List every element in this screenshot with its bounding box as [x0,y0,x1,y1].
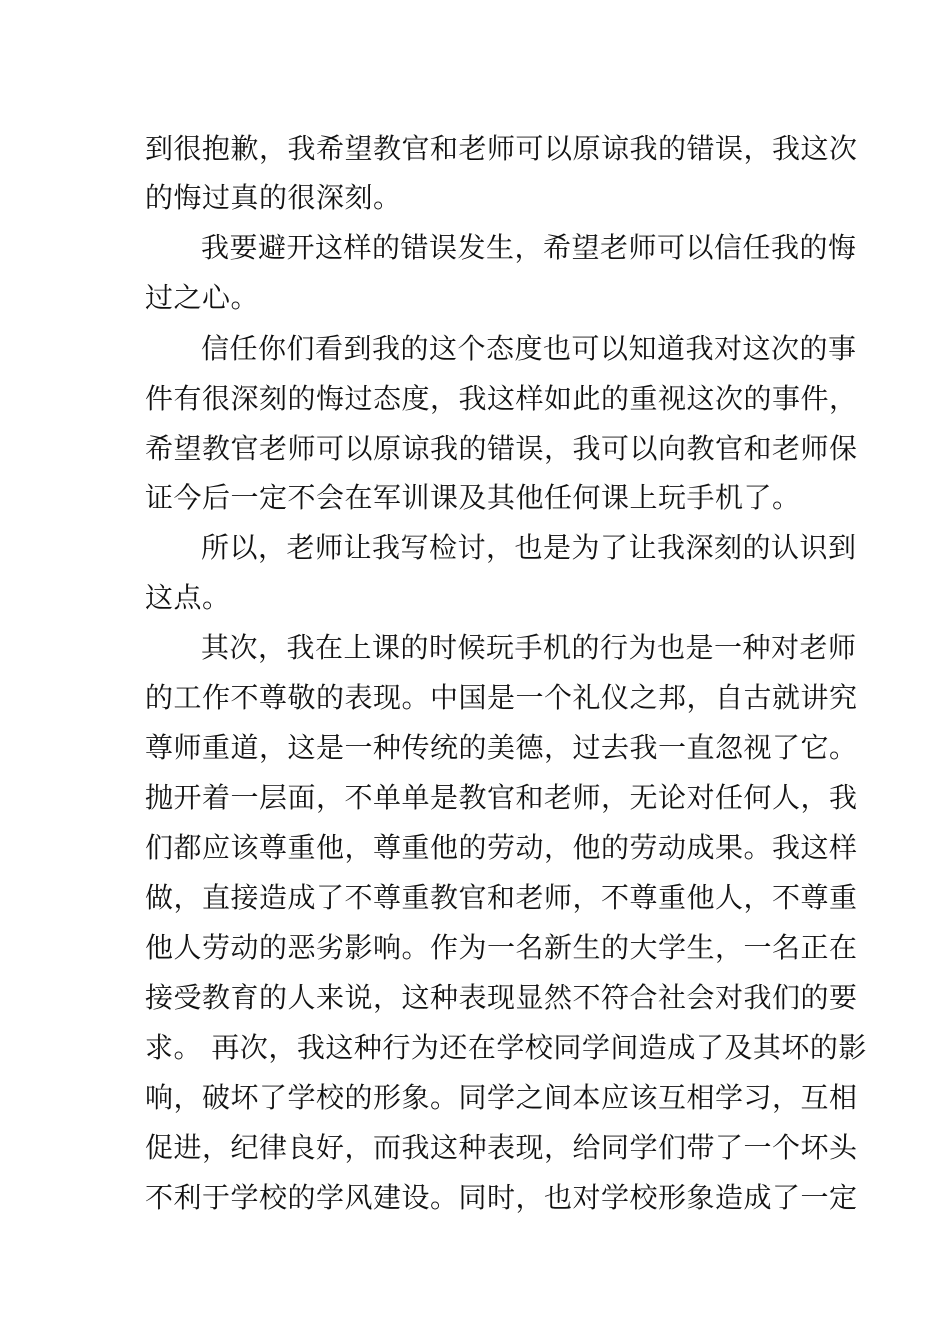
text-line-19: 求。 再次，我这种行为还在学校同学间造成了及其坏的影 [145,1031,867,1064]
text-line-1: 到很抱歉，我希望教官和老师可以原谅我的错误，我这次 [145,132,858,165]
text-line-12: 的工作不尊敬的表现。中国是一个礼仪之邦，自古就讲究 [145,681,858,714]
text-line-20: 响，破坏了学校的形象。同学之间本应该互相学习，互相 [145,1081,858,1114]
text-line-15: 们都应该尊重他，尊重他的劳动，他的劳动成果。我这样 [145,831,858,864]
text-line-10: 这点。 [145,581,231,614]
text-line-17: 他人劳动的恶劣影响。作为一名新生的大学生，一名正在 [145,931,858,964]
text-line-8: 证今后一定不会在军训课及其他任何课上玩手机了。 [145,481,801,514]
text-line-18: 接受教育的人来说，这种表现显然不符合社会对我们的要 [145,981,858,1014]
text-line-22: 不利于学校的学风建设。同时，也对学校形象造成了一定 [145,1181,858,1214]
text-line-21: 促进，纪律良好，而我这种表现，给同学们带了一个坏头 [145,1131,858,1164]
text-line-13: 尊师重道，这是一种传统的美德，过去我一直忽视了它。 [145,731,858,764]
text-line-6: 件有很深刻的悔过态度，我这样如此的重视这次的事件， [145,382,858,415]
text-line-14: 抛开着一层面，不单单是教官和老师，无论对任何人，我 [145,781,858,814]
text-line-16: 做，直接造成了不尊重教官和老师，不尊重他人，不尊重 [145,881,858,914]
text-line-5: 信任你们看到我的这个态度也可以知道我对这次的事 [201,332,857,365]
text-line-3: 我要避开这样的错误发生，希望老师可以信任我的悔 [201,231,857,264]
text-line-7: 希望教官老师可以原谅我的错误，我可以向教官和老师保 [145,432,858,465]
text-line-4: 过之心。 [145,281,260,314]
text-line-2: 的悔过真的很深刻。 [145,181,402,214]
text-line-11: 其次，我在上课的时候玩手机的行为也是一种对老师 [201,631,857,664]
text-line-9: 所以，老师让我写检讨，也是为了让我深刻的认识到 [201,531,857,564]
